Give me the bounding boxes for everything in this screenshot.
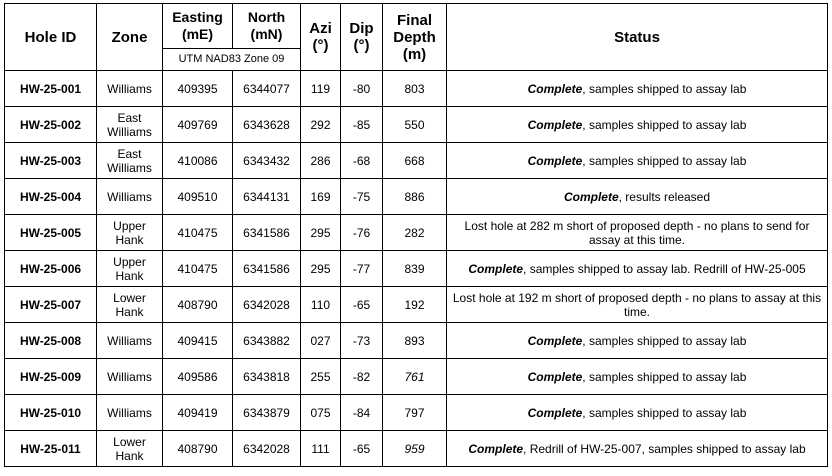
dip-cell: -65 (341, 287, 383, 323)
status-keyword: Complete (527, 117, 583, 132)
header-azi: Azi (°) (301, 4, 341, 71)
status-text: , results released (618, 189, 711, 204)
status-keyword: Complete (563, 189, 619, 204)
zone-cell: Williams (97, 323, 163, 359)
header-status: Status (447, 4, 828, 71)
dip-cell: -82 (341, 359, 383, 395)
easting-cell: 408790 (163, 287, 233, 323)
easting-cell: 409395 (163, 71, 233, 107)
north-cell: 6341586 (233, 251, 301, 287)
azimuth-cell: 295 (301, 251, 341, 287)
final-depth-cell: 893 (383, 323, 447, 359)
north-cell: 6343818 (233, 359, 301, 395)
north-cell: 6344077 (233, 71, 301, 107)
table-row (5, 71, 828, 107)
header-final-depth: Final Depth (m) (383, 4, 447, 71)
hole-id-cell: HW-25-004 (5, 179, 97, 215)
dip-cell: -84 (341, 395, 383, 431)
hole-id-cell: HW-25-005 (5, 215, 97, 251)
zone-cell: Williams (97, 179, 163, 215)
status-text: , samples shipped to assay lab (582, 153, 747, 168)
north-cell: 6343432 (233, 143, 301, 179)
north-cell: 6343628 (233, 107, 301, 143)
status-text: Lost hole at 282 m short of proposed depth - no plans to send for assay at this time. (464, 218, 810, 247)
dip-cell: -80 (341, 71, 383, 107)
header-north: North (mN) (233, 4, 301, 49)
easting-cell: 410475 (163, 215, 233, 251)
table-row (5, 287, 828, 323)
status-cell (447, 323, 828, 359)
table-row (5, 395, 828, 431)
final-depth-cell: 282 (383, 215, 447, 251)
azimuth-cell: 286 (301, 143, 341, 179)
easting-cell: 409419 (163, 395, 233, 431)
header-datum: UTM NAD83 Zone 09 (163, 49, 301, 71)
status-keyword: Complete (468, 441, 524, 456)
final-depth-cell: 192 (383, 287, 447, 323)
zone-cell: East Williams (97, 107, 163, 143)
status-text: , samples shipped to assay lab (582, 333, 747, 348)
azimuth-cell: 027 (301, 323, 341, 359)
table-row (5, 107, 828, 143)
north-cell: 6343882 (233, 323, 301, 359)
status-text: , samples shipped to assay lab (582, 81, 747, 96)
easting-cell: 409769 (163, 107, 233, 143)
azimuth-cell: 111 (301, 431, 341, 467)
hole-id-cell: HW-25-003 (5, 143, 97, 179)
hole-id-cell: HW-25-011 (5, 431, 97, 467)
final-depth-cell: 797 (383, 395, 447, 431)
header-hole-id: Hole ID (5, 4, 97, 71)
status-cell (447, 287, 828, 323)
status-cell (447, 431, 828, 467)
hole-id-cell: HW-25-010 (5, 395, 97, 431)
status-cell (447, 179, 828, 215)
final-depth-cell: 803 (383, 71, 447, 107)
dip-cell: -73 (341, 323, 383, 359)
azimuth-cell: 169 (301, 179, 341, 215)
easting-cell: 409586 (163, 359, 233, 395)
table-body (5, 71, 828, 467)
status-cell (447, 395, 828, 431)
zone-cell: Lower Hank (97, 431, 163, 467)
status-keyword: Complete (527, 153, 583, 168)
zone-cell: Lower Hank (97, 287, 163, 323)
status-keyword: Complete (527, 81, 583, 96)
north-cell: 6341586 (233, 215, 301, 251)
north-cell: 6342028 (233, 287, 301, 323)
status-text: , samples shipped to assay lab. Redrill of HW-25-005 (523, 261, 806, 276)
final-depth-cell: 550 (383, 107, 447, 143)
status-text: , samples shipped to assay lab (582, 369, 747, 384)
header-zone: Zone (97, 4, 163, 71)
azimuth-cell: 119 (301, 71, 341, 107)
status-cell (447, 251, 828, 287)
table-row (5, 215, 828, 251)
status-keyword: Complete (527, 333, 583, 348)
zone-cell: Williams (97, 71, 163, 107)
dip-cell: -65 (341, 431, 383, 467)
status-text: , samples shipped to assay lab (582, 405, 747, 420)
hole-id-cell: HW-25-007 (5, 287, 97, 323)
status-keyword: Complete (468, 261, 524, 276)
easting-cell: 409415 (163, 323, 233, 359)
status-text: , samples shipped to assay lab (582, 117, 747, 132)
status-keyword: Complete (527, 369, 583, 384)
status-cell (447, 71, 828, 107)
table-row (5, 143, 828, 179)
easting-cell: 408790 (163, 431, 233, 467)
easting-cell: 410086 (163, 143, 233, 179)
zone-cell: Upper Hank (97, 215, 163, 251)
drill-hole-table (4, 3, 828, 467)
dip-cell: -77 (341, 251, 383, 287)
dip-cell: -68 (341, 143, 383, 179)
azimuth-cell: 292 (301, 107, 341, 143)
easting-cell: 410475 (163, 251, 233, 287)
hole-id-cell: HW-25-001 (5, 71, 97, 107)
status-text: Lost hole at 192 m short of proposed depth - no plans to assay at this time. (452, 290, 822, 319)
final-depth-cell: 668 (383, 143, 447, 179)
zone-cell: Williams (97, 359, 163, 395)
hole-id-cell: HW-25-002 (5, 107, 97, 143)
final-depth-cell: 761 (383, 359, 447, 395)
dip-cell: -85 (341, 107, 383, 143)
table-row (5, 251, 828, 287)
status-text: , Redrill of HW-25-007, samples shipped to assay lab (523, 441, 806, 456)
zone-cell: Williams (97, 395, 163, 431)
easting-cell: 409510 (163, 179, 233, 215)
azimuth-cell: 110 (301, 287, 341, 323)
hole-id-cell: HW-25-008 (5, 323, 97, 359)
header-easting: Easting (mE) (163, 4, 233, 49)
hole-id-cell: HW-25-009 (5, 359, 97, 395)
status-keyword: Complete (527, 405, 583, 420)
table-row (5, 179, 828, 215)
north-cell: 6342028 (233, 431, 301, 467)
final-depth-cell: 839 (383, 251, 447, 287)
status-cell (447, 215, 828, 251)
azimuth-cell: 255 (301, 359, 341, 395)
header-row (5, 4, 828, 49)
zone-cell: East Williams (97, 143, 163, 179)
azimuth-cell: 075 (301, 395, 341, 431)
hole-id-cell: HW-25-006 (5, 251, 97, 287)
status-cell (447, 359, 828, 395)
final-depth-cell: 959 (383, 431, 447, 467)
azimuth-cell: 295 (301, 215, 341, 251)
status-cell (447, 143, 828, 179)
north-cell: 6344131 (233, 179, 301, 215)
table-row (5, 359, 828, 395)
status-cell (447, 107, 828, 143)
header-dip: Dip (°) (341, 4, 383, 71)
zone-cell: Upper Hank (97, 251, 163, 287)
table-row (5, 323, 828, 359)
dip-cell: -75 (341, 179, 383, 215)
dip-cell: -76 (341, 215, 383, 251)
final-depth-cell: 886 (383, 179, 447, 215)
north-cell: 6343879 (233, 395, 301, 431)
table-row (5, 431, 828, 467)
